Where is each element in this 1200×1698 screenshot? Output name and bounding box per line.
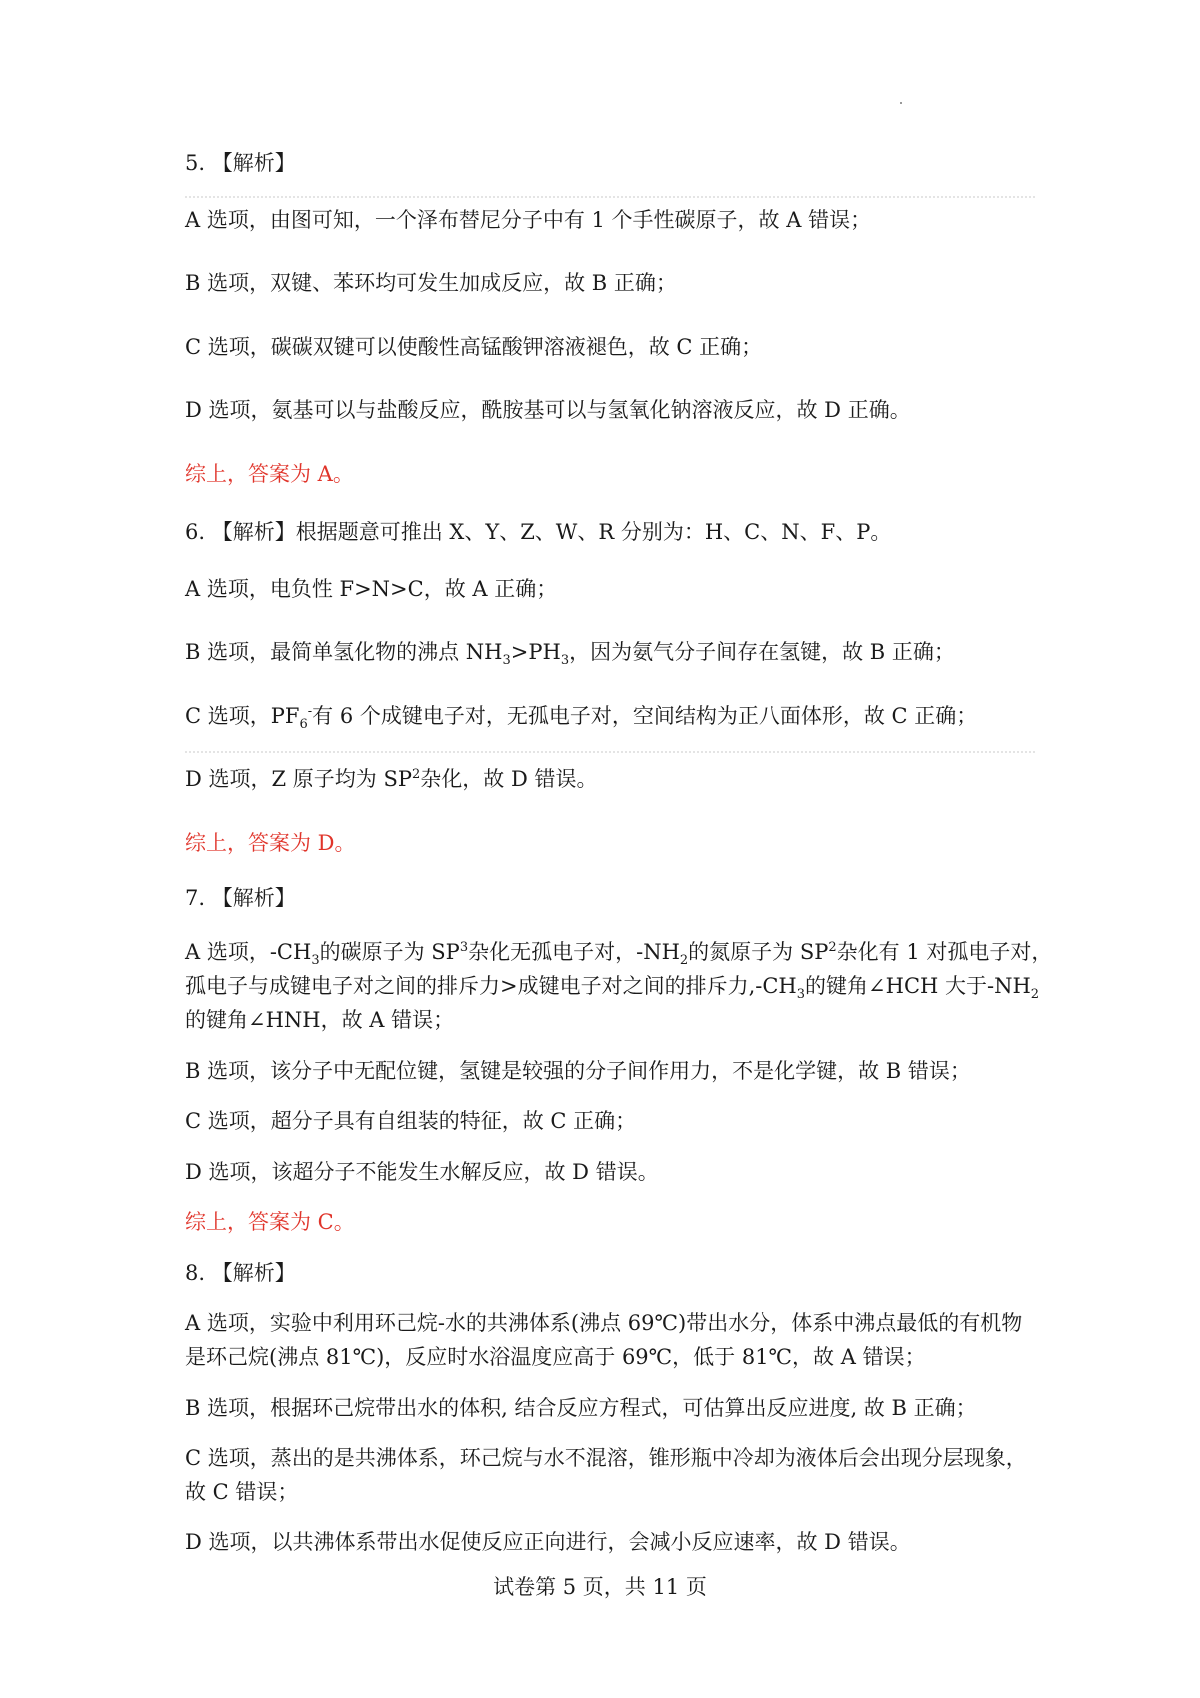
page-footer: 试卷第 5 页，共 11 页 (493, 1575, 707, 1599)
text: 杂化，故 D 错误。 (420, 767, 598, 791)
q7-option-d: D 选项，该超分子不能发生水解反应，故 D 错误。 (185, 1160, 659, 1184)
text: 的键角∠HCH 大于-NH (805, 974, 1031, 998)
q6-option-b (185, 637, 1035, 667)
subscript: 3 (311, 953, 320, 969)
divider (185, 196, 1035, 198)
q5-option-b: B 选项，双键、苯环均可发生加成反应，故 B 正确； (185, 271, 677, 295)
text: 的碳原子为 SP (319, 940, 460, 964)
stray-mark (900, 102, 902, 104)
q7-heading: 7. 【解析】 (185, 886, 296, 910)
text: C 选项，PF (185, 704, 300, 728)
subscript: 2 (1030, 987, 1040, 1003)
q6-option-a: A 选项，电负性 F>N>C，故 A 正确； (185, 577, 558, 601)
q8-option-d: D 选项，以共沸体系带出水促使反应正向进行，会减小反应速率，故 D 错误。 (185, 1530, 911, 1554)
text: 杂化无孤电子对，-NH (468, 940, 680, 964)
q7-option-b: B 选项，该分子中无配位键，氢键是较强的分子间作用力，不是化学键，故 B 错误； (185, 1059, 971, 1083)
q6-option-d (185, 764, 1035, 794)
q8-heading: 8. 【解析】 (185, 1261, 296, 1285)
text: 孤电子与成键电子对之间的排斥力>成键电子对之间的排斥力,-CH (185, 974, 797, 998)
subscript: 6 (299, 717, 308, 733)
text: >PH (510, 640, 561, 664)
q6-conclusion: 综上，答案为 D。 (185, 831, 356, 855)
q5-option-a: A 选项，由图可知，一个泽布替尼分子中有 1 个手性碳原子，故 A 错误； (185, 208, 872, 232)
text: ，因为氨气分子间存在氢键，故 B 正确； (569, 640, 955, 664)
q5-option-c: C 选项，碳碳双键可以使酸性高锰酸钾溶液褪色，故 C 正确； (185, 335, 763, 359)
q7-option-c: C 选项，超分子具有自组装的特征，故 C 正确； (185, 1109, 637, 1133)
subscript: 3 (502, 653, 511, 669)
q5-option-d: D 选项，氨基可以与盐酸反应，酰胺基可以与氢氧化钠溶液反应，故 D 正确。 (185, 398, 911, 422)
q8-option-b: B 选项，根据环己烷带出水的体积, 结合反应方程式，可估算出反应进度, 故 B 正确； (185, 1396, 977, 1420)
text: B 选项，最简单氢化物的沸点 NH (185, 640, 503, 664)
text: A 选项，-CH (185, 940, 312, 964)
superscript: 2 (411, 767, 421, 782)
superscript: 2 (828, 940, 837, 955)
q5-conclusion: 综上，答案为 A。 (185, 462, 354, 486)
q7-option-a-line1 (185, 937, 1053, 969)
text: 的氮原子为 SP (688, 940, 829, 964)
subscript: 2 (679, 953, 689, 969)
q7-option-a-line2 (185, 971, 1040, 1003)
text: 有 6 个成键电子对，无孤电子对，空间结构为正八面体形，故 C 正确； (312, 704, 978, 728)
divider (185, 751, 1035, 753)
q8-option-a-line2: 是环己烷(沸点 81℃)，反应时水浴温度应高于 69℃，低于 81℃，故 A 错误； (185, 1345, 926, 1369)
superscript: - (307, 704, 313, 719)
q7-option-a-line3: 的键角∠HNH，故 A 错误； (185, 1008, 455, 1032)
text: D 选项，Z 原子均为 SP (185, 767, 412, 791)
subscript: 3 (560, 653, 570, 669)
q7-conclusion: 综上，答案为 C。 (185, 1210, 355, 1234)
q8-option-a-line1: A 选项，实验中利用环己烷-水的共沸体系(沸点 69℃)带出水分，体系中沸点最低的有机物 (185, 1311, 1023, 1335)
q6-heading: 6. 【解析】根据题意可推出 X、Y、Z、W、R 分别为：H、C、N、F、P。 (185, 520, 892, 544)
q5-heading: 5. 【解析】 (185, 151, 296, 175)
q8-option-c-line2: 故 C 错误； (185, 1480, 299, 1504)
subscript: 3 (796, 987, 806, 1003)
superscript: 3 (459, 940, 469, 955)
q8-option-c-line1: C 选项，蒸出的是共沸体系，环己烷与水不混溶，锥形瓶中冷却为液体后会出现分层现象， (185, 1446, 1027, 1470)
text: 杂化有 1 对孤电子对， (836, 940, 1053, 964)
q6-option-c (185, 701, 1035, 731)
